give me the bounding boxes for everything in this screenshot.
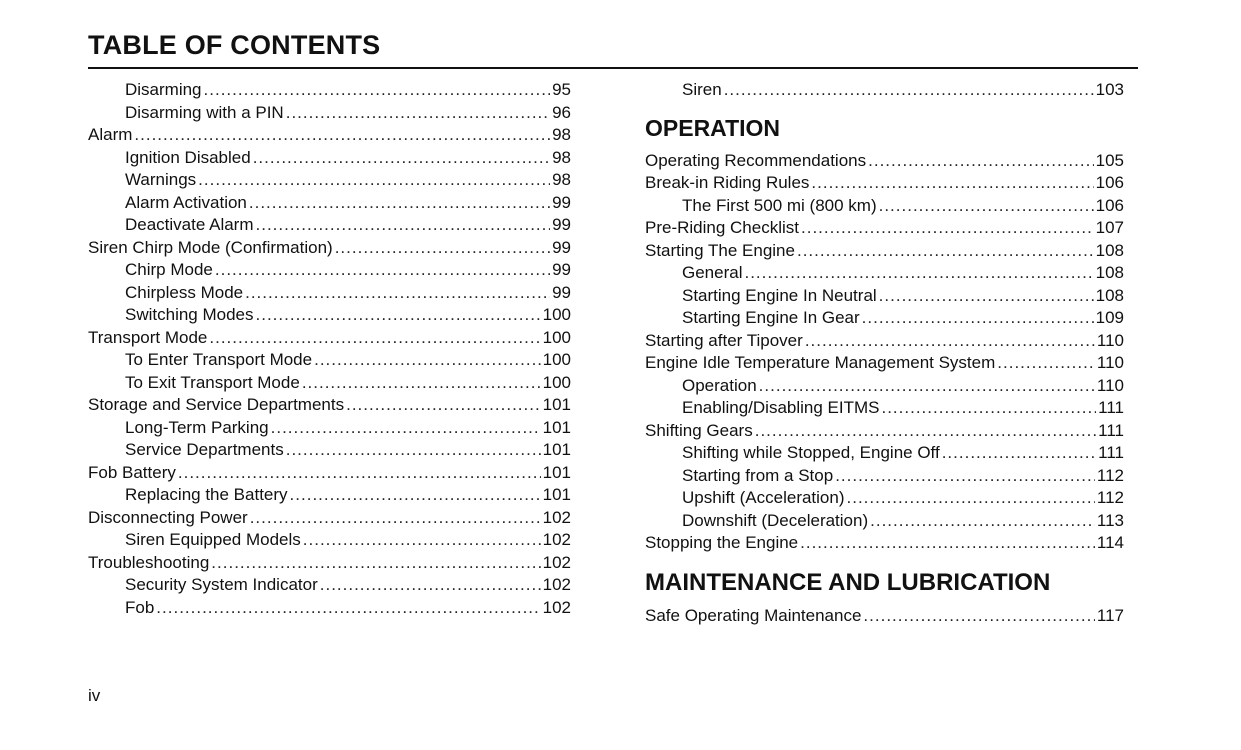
dot-leader [314,349,541,372]
section-heading-operation: OPERATION [645,114,781,141]
toc-entry-title: Starting The Engine [645,240,795,260]
toc-entry-title: Downshift (Deceleration) [682,510,869,530]
toc-entry[interactable] [88,507,571,530]
toc-entry-title: Safe Operating Maintenance [645,605,862,625]
toc-entry[interactable] [645,532,1124,555]
toc-entry-page: 102 [542,507,571,527]
dot-leader [209,327,540,350]
toc-entry-page: 100 [542,350,571,369]
toc-entry-title: Starting from a Stop [682,465,834,485]
toc-entry-page: 112 [1096,488,1124,507]
dot-leader [156,597,540,620]
dot-leader [811,172,1093,195]
toc-entry-page: 108 [1095,240,1124,260]
dot-leader [250,507,541,530]
toc-entry-title: Stopping the Engine [645,533,799,552]
toc-entry[interactable] [88,124,571,147]
toc-entry[interactable] [88,529,571,552]
toc-entry-page: 102 [542,575,571,594]
title-divider [88,67,1138,69]
toc-entry-title: Operating Recommendations [645,150,867,170]
dot-leader [271,417,541,440]
toc-entry-page: 98 [552,170,571,189]
toc-entry[interactable] [645,262,1124,285]
toc-entry-page: 102 [542,597,571,617]
toc-entry[interactable] [88,439,571,462]
toc-entry-title: Operation [682,375,757,395]
toc-entry-title: Starting Engine In Gear [682,308,860,327]
toc-entry-page: 113 [1096,510,1124,530]
toc-entry-page: 101 [542,440,571,459]
toc-entry[interactable] [88,394,571,417]
toc-entry[interactable] [88,552,571,575]
toc-entry[interactable] [88,237,571,260]
toc-entry-title: Chirp Mode [125,260,213,279]
dot-leader [862,307,1094,330]
dot-leader [879,285,1094,308]
toc-entry-title: Siren Chirp Mode (Confirmation) [88,237,333,257]
dot-leader [303,529,541,552]
toc-entry-title: Disarming with a PIN [125,102,284,122]
toc-entry[interactable] [88,349,571,372]
toc-entry[interactable] [88,372,571,395]
dot-leader [249,192,550,215]
toc-entry[interactable] [88,169,571,192]
dot-leader [286,439,541,462]
toc-entry[interactable] [88,327,571,350]
toc-entry-title: Ignition Disabled [125,147,251,167]
toc-entry-page: 102 [542,552,571,572]
toc-entry-title: Troubleshooting [88,552,210,572]
dot-leader [879,195,1094,218]
toc-entry-page: 100 [542,327,571,347]
toc-entry-page: 99 [552,215,571,234]
section-heading-maintenance: MAINTENANCE AND LUBRICATION [645,568,1051,596]
toc-entry-page: 99 [552,260,571,279]
dot-leader [759,375,1095,398]
dot-leader [997,352,1095,375]
toc-entry[interactable] [88,214,571,237]
toc-entry-title: Starting Engine In Neutral [682,285,877,305]
toc-entry[interactable] [88,282,571,305]
dot-leader [868,150,1094,173]
toc-entry-page: 110 [1096,330,1124,350]
dot-leader [256,304,541,327]
dot-leader [800,532,1095,555]
toc-entry[interactable] [88,597,571,620]
toc-entry-title: Fob Battery [88,462,176,482]
toc-entry[interactable] [645,352,1124,375]
toc-entry[interactable] [645,172,1124,195]
toc-entry[interactable] [645,240,1124,263]
toc-entry[interactable] [88,484,571,507]
toc-entry-title: The First 500 mi (800 km) [682,195,877,215]
toc-entry-page: 101 [542,417,571,437]
dot-leader [335,237,550,260]
toc-left-column [88,79,571,619]
toc-entry[interactable] [645,150,1124,173]
dot-leader [215,259,550,282]
dot-leader [847,487,1095,510]
dot-leader [253,147,550,170]
dot-leader [286,102,550,125]
dot-leader [942,442,1096,465]
toc-entry-title: Alarm Activation [125,192,247,212]
toc-entry-page: 111 [1098,398,1124,417]
toc-entry[interactable] [88,462,571,485]
toc-entry-page: 98 [552,147,571,167]
toc-entry-page: 99 [552,237,571,257]
toc-entry[interactable] [645,510,1124,533]
toc-entry[interactable] [88,304,571,327]
toc-entry-title: Switching Modes [125,305,254,324]
toc-entry[interactable] [645,217,1124,240]
toc-entry[interactable] [645,420,1124,443]
toc-entry-page: 111 [1098,420,1124,440]
toc-entry-title: Warnings [125,170,197,189]
toc-entry-page: 114 [1096,533,1124,552]
toc-entry-page: 105 [1095,150,1124,170]
dot-leader [290,484,541,507]
dot-leader [744,262,1093,285]
toc-entry[interactable] [88,259,571,282]
toc-entry-page: 96 [552,102,571,122]
dot-leader [805,330,1095,353]
toc-entry-title: Siren Equipped Models [125,530,301,549]
dot-leader [797,240,1094,263]
page-number: iv [88,686,101,705]
toc-entry-page: 99 [552,192,571,212]
toc-entry-page: 103 [1095,80,1124,99]
toc-entry[interactable] [645,195,1124,218]
toc-entry[interactable] [645,330,1124,353]
dot-leader [801,217,1094,240]
toc-entry[interactable] [88,574,571,597]
toc-entry-page: 111 [1098,443,1124,462]
toc-entry-page: 101 [542,462,571,482]
toc-entry-title: Shifting Gears [645,420,753,440]
toc-entry-page: 108 [1095,263,1124,282]
toc-entry-page: 110 [1096,375,1124,395]
toc-entry-title: Break-in Riding Rules [645,173,810,192]
toc-entry-title: Engine Idle Temperature Management System [645,353,996,372]
toc-right-column [645,79,1124,627]
dot-leader [724,79,1094,102]
toc-entry-title: Replacing the Battery [125,485,288,504]
dot-leader [245,282,550,305]
toc-entry-title: Alarm [88,125,133,144]
toc-entry[interactable] [645,79,1124,102]
toc-entry[interactable] [645,487,1124,510]
toc-entry-page: 98 [552,125,571,144]
toc-entry[interactable] [88,192,571,215]
toc-entry-title: Service Departments [125,440,284,459]
toc-entry-page: 108 [1095,285,1124,305]
dot-leader [881,397,1096,420]
toc-entry-page: 100 [542,372,571,392]
toc-entry-page: 99 [552,282,571,302]
toc-entry[interactable] [645,442,1124,465]
toc-entry-title: Fob [125,597,155,617]
toc-entry[interactable] [645,397,1124,420]
toc-entry-title: Disconnecting Power [88,507,248,527]
dot-leader [204,79,551,102]
dot-leader [835,465,1095,488]
toc-entry-page: 101 [542,395,571,414]
toc-entry-title: To Enter Transport Mode [125,350,313,369]
toc-entry-title: Deactivate Alarm [125,215,254,234]
toc-entry-page: 95 [552,80,571,99]
toc-entry[interactable] [88,417,571,440]
toc-entry-page: 102 [542,530,571,549]
toc-entry-title: Chirpless Mode [125,282,244,302]
toc-entry-title: Starting after Tipover [645,330,803,350]
toc-entry-title: To Exit Transport Mode [125,372,300,392]
toc-entry[interactable] [645,285,1124,308]
dot-leader [320,574,541,597]
dot-leader [346,394,541,417]
dot-leader [134,124,550,147]
dot-leader [870,510,1095,533]
toc-entry[interactable] [88,79,571,102]
toc-entry-title: Long-Term Parking [125,417,269,437]
page-title: TABLE OF CONTENTS [88,30,381,60]
toc-entry[interactable] [88,147,571,170]
toc-entry-title: Enabling/Disabling EITMS [682,398,880,417]
dot-leader [302,372,541,395]
toc-entry-page: 106 [1095,195,1124,215]
dot-leader [863,605,1094,628]
toc-entry-page: 109 [1095,308,1124,327]
toc-entry-page: 106 [1095,173,1124,192]
toc-entry[interactable] [645,307,1124,330]
dot-leader [256,214,551,237]
toc-entry[interactable] [645,605,1124,628]
toc-entry-title: Shifting while Stopped, Engine Off [682,443,940,462]
toc-entry[interactable] [88,102,571,125]
toc-entry-title: Transport Mode [88,327,208,347]
toc-entry-page: 110 [1096,353,1124,372]
dot-leader [211,552,540,575]
toc-entry-page: 101 [542,485,571,504]
toc-entry-title: Pre-Riding Checklist [645,218,799,237]
toc-entry-title: Storage and Service Departments [88,395,345,414]
toc-entry[interactable] [645,465,1124,488]
toc-entry-page: 117 [1096,605,1124,625]
dot-leader [755,420,1096,443]
toc-entry-page: 112 [1096,465,1124,485]
dot-leader [178,462,541,485]
dot-leader [198,169,550,192]
toc-entry-title: Upshift (Acceleration) [682,488,845,507]
toc-entry-title: Disarming [125,80,202,99]
toc-entry[interactable] [645,375,1124,398]
toc-entry-title: Security System Indicator [125,575,318,594]
toc-entry-title: General [682,263,743,282]
toc-entry-page: 100 [542,305,571,324]
toc-entry-page: 107 [1095,218,1124,237]
toc-entry-title: Siren [682,80,722,99]
